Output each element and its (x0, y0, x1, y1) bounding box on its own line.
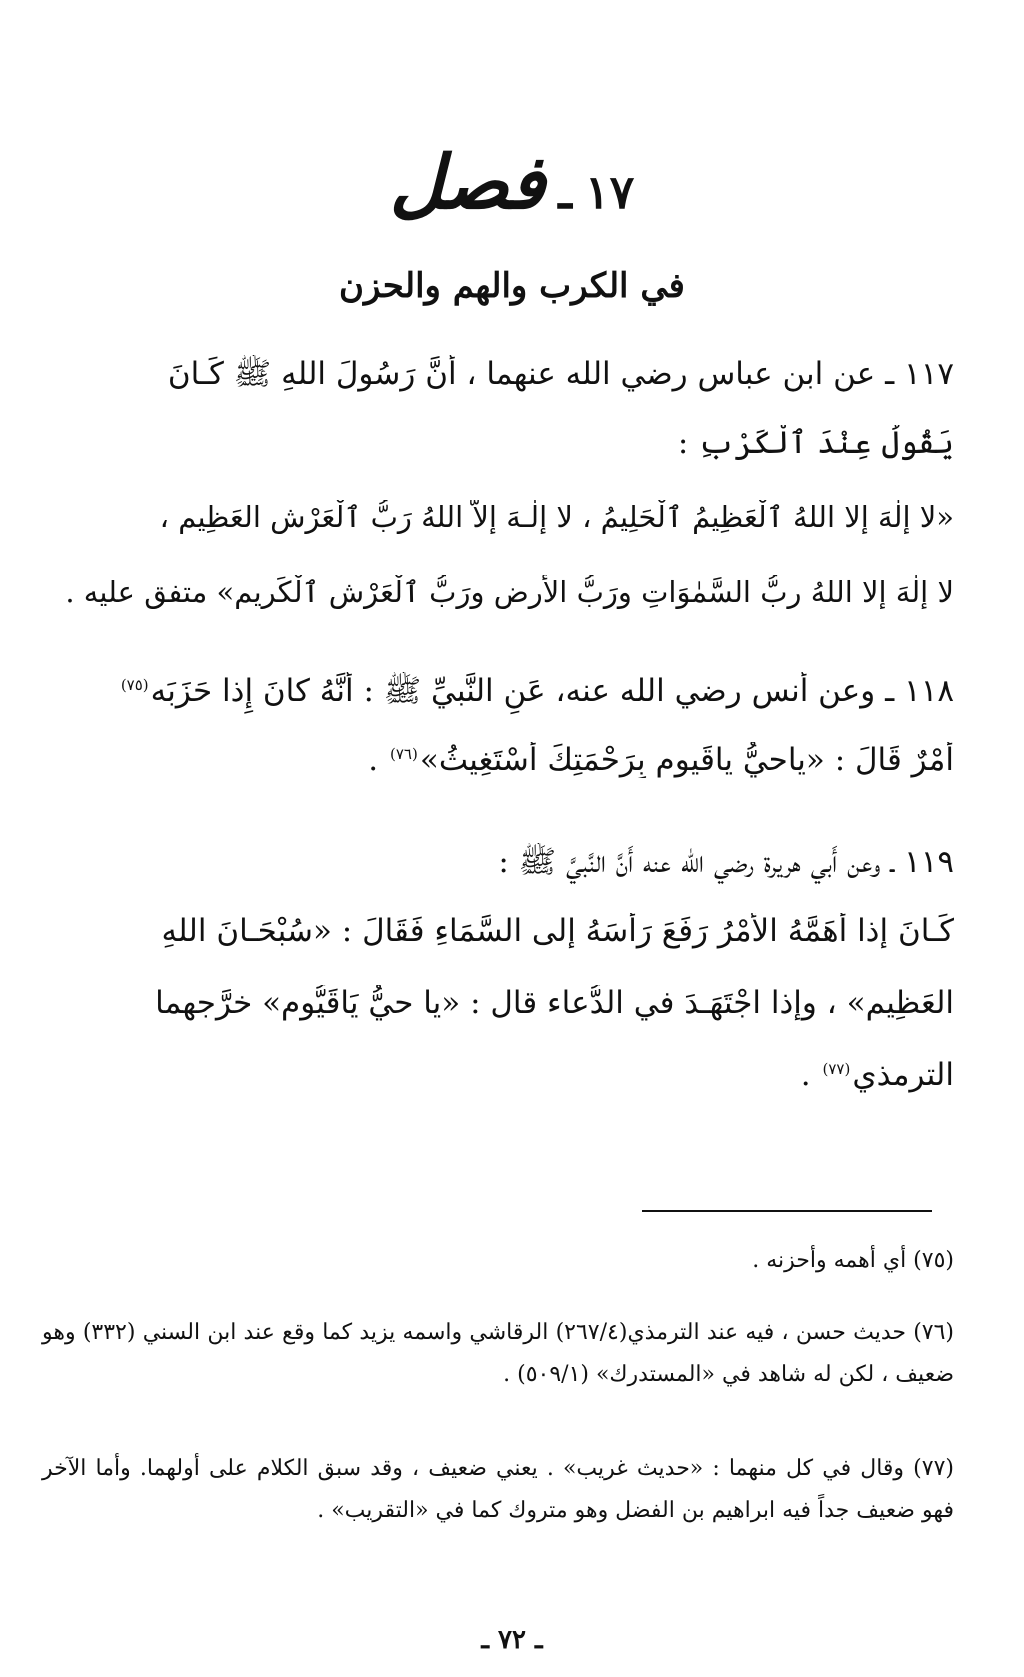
hadith-117-line-3: «لا إِلٰهَ إِلا اللهُ ٱلْعَظِيمُ ٱلْحَلِيمُ ، لا إِلٰـهَ إِلاَّ اللهُ رَبُّ ٱلْعَرْشِ العَظِيمِ ، (159, 500, 954, 534)
page-number: ـ ٧٢ ـ (481, 1625, 543, 1655)
chapter-number: ١٧ (584, 165, 635, 219)
hadith-118-line-2 (42, 742, 954, 778)
hadith-117-line-1: ١١٧ ـ عن ابن عباس رضي الله عنهما ، أَنَّ رَسُولَ اللهِ ﷺ كَـانَ (167, 356, 954, 392)
hadith-119-line-2: كَـانَ إِذا أَهَمَّهُ الأَمْرُ رَفَعَ رَأْسَهُ إِلى السَّمَاءِ فَقَالَ : «سُبْحَـانَ اللهِ (161, 913, 954, 949)
hadith-117-line-2: يَقُولُ عِنْدَ ٱلْكَرْبِ : (677, 425, 954, 461)
hadith-119-period: . (800, 1057, 811, 1093)
footnote-ref-75: (٧٥) (120, 675, 149, 694)
hadith-118-period: . (368, 742, 379, 778)
hadith-119-line-3: العَظِيمِ» ، وإِذا اجْتَهَـدَ في الدُّعاء قال : «يا حيُّ يَاقَيُّوم» خرَّجهما (155, 985, 954, 1021)
footnote-77: (٧٧) وقال في كل منهما : «حديث غريب» . يعني ضعيف ، وقد سبق الكلام على أولهما. وأما الآخر فهو ضعيف جداً فيه ابراهيم بن الفضل وهو متروك كما في «التقريب» . (42, 1456, 954, 1523)
hadith-118-line-1 (42, 672, 954, 717)
hadith-118-text-2: أَمْرٌ قَالَ : «ياحيُّ ياقَيوم بِرَحْمَتِكَ أَسْتَغِيثُ» (419, 742, 954, 778)
footnote-75: (٧٥) أي أهمه وأحزنه . (752, 1248, 954, 1273)
hadith-119-line-1: ١١٩ ـ وعن أَبي هريرة رضي الله عنه أَنَّ النَّبيَّ ﷺ : (498, 844, 954, 880)
chapter-dash: ـ (558, 165, 572, 219)
footnote-ref-76: (٧٦) (390, 744, 418, 763)
chapter-subtitle: في الكرب والهم والحزن (339, 266, 685, 306)
chapter-heading (0, 140, 1024, 226)
footnote-divider (642, 1210, 932, 1212)
hadith-118-text-1: ١١٨ ـ وعن أَنس رضي الله عنه، عَنِ النَّبيِّ ﷺ : أَنَّهُ كانَ إِذا حَزَبَه (150, 673, 954, 709)
hadith-117-line-4: لا إِلٰهَ إِلا اللهُ ربُّ السَّمٰوَاتِ ورَبُّ الأَرضِ ورَبُّ ٱلْعَرْشِ ٱلْكَرِيمِ» متفق عليه . (65, 575, 954, 609)
hadith-119-text-4: الترمذي (852, 1057, 954, 1093)
footnote-ref-77: (٧٧) (822, 1059, 851, 1078)
chapter-word: فصل (389, 140, 546, 226)
footnote-76: (٧٦) حديث حسن ، فيه عند الترمذي(٢٦٧/٤) الرقاشي واسمه يزيد كما وقع عند ابن السني (٣٣٢) وهو ضعيف ، لكن له شاهد في «المستدرك» (٥٠٩/١) . (42, 1320, 955, 1387)
hadith-119-line-4 (42, 1057, 954, 1093)
